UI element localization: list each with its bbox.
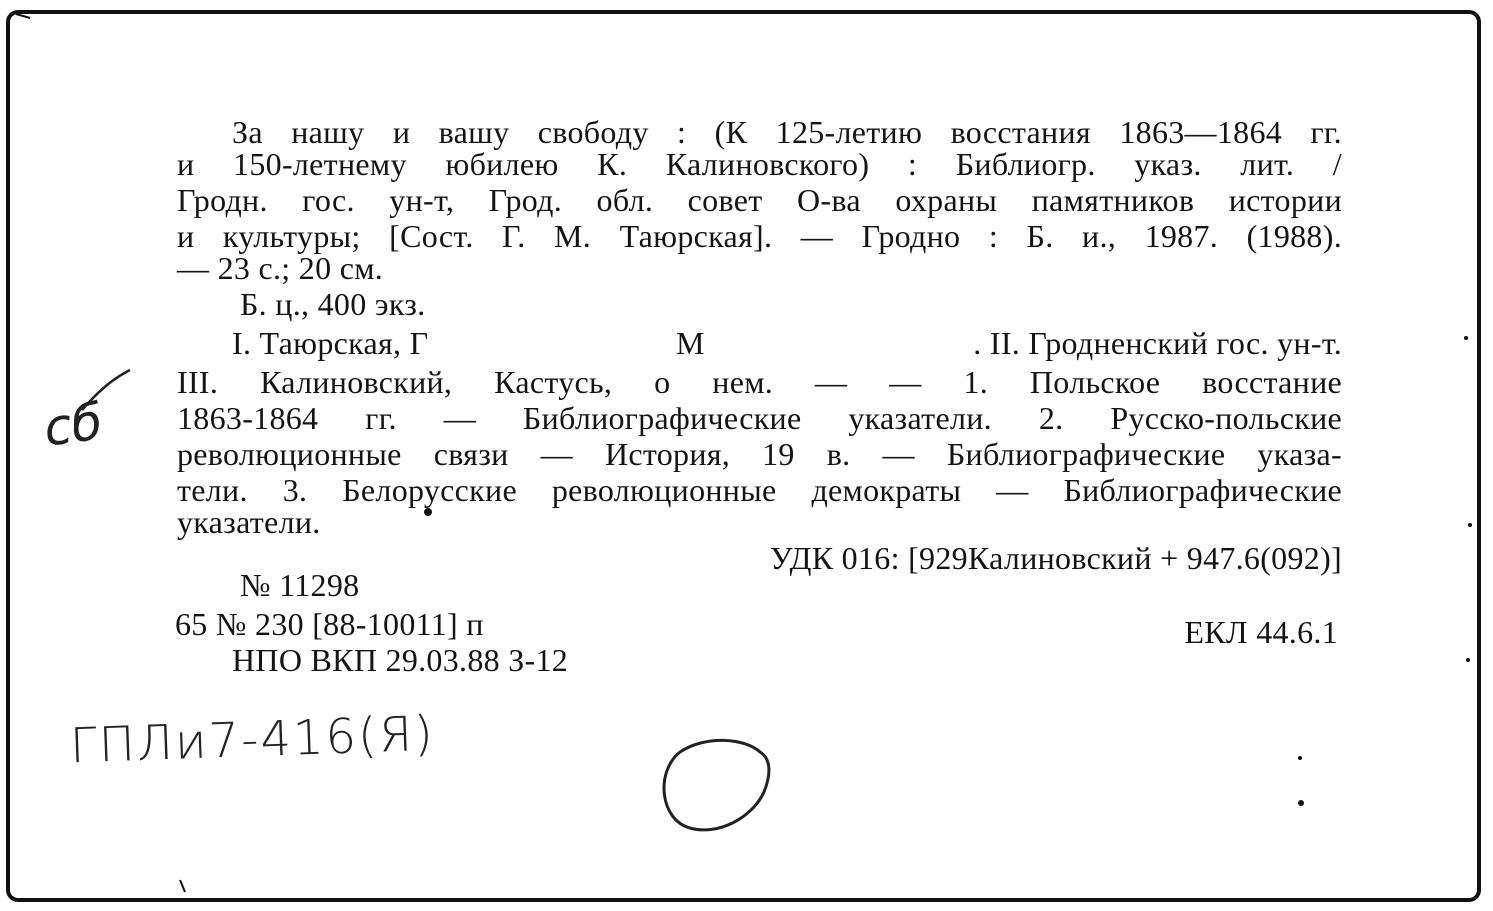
tracing-line-3: 1863-1864 гг. — Библиографические указатели. 2. Русско-польские: [177, 400, 1342, 436]
speck: [180, 880, 185, 892]
tracing-author: I. Таюрская, Г: [232, 325, 429, 361]
title-line-1: За нашу и вашу свободу : (К 125-летию восстания 1863—1864 гг.: [232, 114, 1342, 150]
tracing-line-6: указатели.: [177, 504, 321, 540]
title-line-3: Гродн. гос. ун-т, Грод. обл. совет О-ва охраны памятников истории: [177, 182, 1342, 218]
price-line: Б. ц., 400 экз.: [240, 286, 426, 322]
udk-code: УДК 016: [929Калиновский + 947.6(092)]: [769, 540, 1342, 576]
tracing-line-2: III. Калиновский, Кастусь, о нем. — — 1. Польское восстание: [177, 364, 1342, 400]
tracing-institution: . II. Гродненский гос. ун-т.: [973, 325, 1342, 361]
title-line-2: и 150-летнему юбилею К. Калиновского) : Библиогр. указ. лит. /: [177, 146, 1342, 182]
speck: [1298, 800, 1304, 806]
tracing-author-initial: М: [676, 325, 705, 361]
handwritten-margin-note: сб: [40, 392, 107, 458]
speck: [1468, 523, 1472, 527]
speck: [16, 14, 30, 18]
handwritten-shelf-code: ГПЛи7-416(Я): [69, 705, 436, 775]
tracing-line-4: революционные связи — История, 19 в. — Библиографические указа-: [177, 436, 1342, 472]
speck: [1464, 336, 1468, 340]
title-line-4: и культуры; [Сост. Г. М. Таюрская]. — Гродно : Б. и., 1987. (1988).: [177, 218, 1342, 254]
card-number: № 11298: [240, 567, 360, 603]
margin-stroke: [82, 370, 130, 410]
title-line-5: — 23 с.; 20 см.: [177, 250, 384, 286]
speck: [1466, 658, 1470, 662]
ekl-code: ЕКЛ 44.6.1: [1184, 614, 1338, 650]
npo-line: НПО ВКП 29.03.88 З-12: [232, 642, 569, 678]
order-line: 65 № 230 [88-10011] п: [175, 606, 484, 642]
speck: [424, 508, 432, 516]
hand-drawn-circle: [664, 740, 769, 830]
tracing-line-5: тели. 3. Белорусские революционные демократы — Библиографические: [177, 472, 1342, 508]
speck: [1298, 756, 1302, 760]
